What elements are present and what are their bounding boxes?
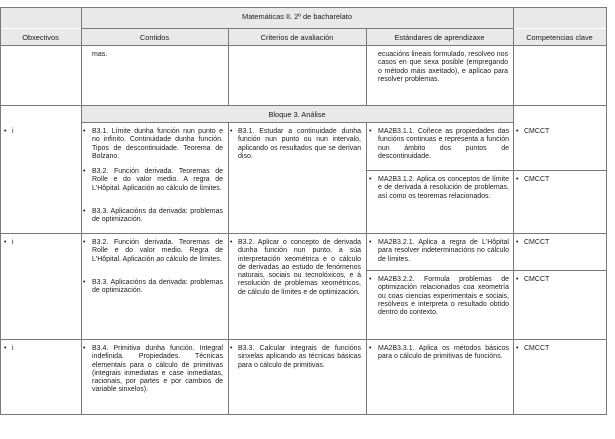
continuation-estandar: ecuacións lineais formulado, resolveo nos casos en que sexa posible (empregando o método máis axeitado), e aplícao para resolver problemas. [378, 51, 508, 83]
bullet: • [230, 345, 233, 352]
bullet: • [516, 239, 519, 246]
header-obxectivos: Obxectivos [22, 33, 59, 42]
row2-contido-2: B3.3. Aplicacións da derivada: problemas de optimización. [92, 279, 223, 295]
bullet: • [4, 239, 7, 246]
row1-contido-3: B3.3. Aplicacións da derivada: problemas de optimización. [92, 208, 223, 224]
row3-obxectivo: i [12, 345, 14, 352]
bullet: • [4, 128, 7, 135]
bullet: • [230, 239, 233, 246]
row2-obxectivo: i [12, 239, 14, 246]
row3-criterio: B3.3. Calcular integrais de funcións sinxelas aplicando as técnicas básicas para o cálculo de primitivas. [238, 345, 361, 369]
row1-estandar-1: MA2B3.1.1. Coñece as propiedades das funcións continuas e representa a función nun ámbito dos puntos de descontinuidade. [378, 128, 509, 160]
bullet: • [83, 128, 86, 135]
header-estandares: Estándares de aprendizaxe [394, 33, 485, 42]
bullet: • [369, 345, 372, 352]
bullet: • [230, 128, 233, 135]
row1-competencia-2: CMCCT [524, 176, 550, 183]
bullet: • [516, 176, 519, 183]
bullet: • [516, 128, 519, 135]
header-criterios: Criterios de avaliación [260, 33, 334, 42]
row1-contido-2: B3.2. Función derivada. Teoremas de Rolle e do valor medio. A regra de L'Hôpital. Aplicación ao cálculo de límites. [92, 168, 223, 192]
row1-contido-1: B3.1. Límite dunha función nun punto e no infinito. Continuidade dunha función. Tipos de descontinuidade. Teorema de Bolzano. [92, 128, 223, 160]
bullet: • [369, 176, 372, 183]
row3-contido-1: B3.4. Primitiva dunha función. Integral indefinida. Propiedades. Técnicas elementais para o cálculo de primitivas (integrais inmediatas e case inmediatas, racionais, por partes e por cambios de variable sinxelos). [92, 345, 223, 394]
bullet: • [369, 128, 372, 135]
row2-competencia-2: CMCCT [524, 276, 550, 283]
row3-estandar-1: MA2B3.3.1. Aplica os métodos básicos para o cálculo de primitivas de funcións. [378, 345, 509, 361]
bullet: • [369, 239, 372, 246]
row3-competencia-1: CMCCT [524, 345, 550, 352]
row1-competencia-1: CMCCT [524, 128, 550, 135]
header-contidos: Contidos [139, 33, 170, 42]
bullet: • [83, 239, 86, 246]
row2-estandar-1: MA2B3.2.1. Aplica a regra de L'Hôpital para resolver indeterminacións no cálculo de límites. [378, 239, 509, 263]
table-title: Matemáticas II. 2º de bacharelato [242, 12, 352, 21]
row1-estandar-2: MA2B3.1.2. Aplica os conceptos de límite e de derivada á resolución de problemas, así como os teoremas relacionados. [378, 176, 509, 200]
bullet: • [83, 168, 86, 175]
row1-obxectivo: i [12, 128, 14, 135]
block-title: Bloque 3. Análise [268, 110, 326, 119]
bullet: • [369, 276, 372, 283]
continuation-contidos: mas. [92, 51, 108, 58]
bullet: • [83, 208, 86, 215]
bullet: • [516, 276, 519, 283]
header-competencias: Competencias clave [526, 33, 593, 42]
bullet: • [516, 345, 519, 352]
bullet: • [83, 345, 86, 352]
bullet: • [4, 345, 7, 352]
row1-criterio: B3.1. Estudar a continuidade dunha función nun punto ou nun intervalo, aplicando os resultados que se derivan diso. [238, 128, 361, 160]
row2-contido-1: B3.2. Función derivada. Teoremas de Rolle e do valor medio. Regra de L'Hôpital. Aplicación ao cálculo de límites. [92, 239, 223, 263]
row2-competencia-1: CMCCT [524, 239, 550, 246]
bullet: • [83, 279, 86, 286]
row2-criterio: B3.2. Aplicar o concepto de derivada dunha función nun punto, a súa interpretación xeométrica e o cálculo de derivadas ao estudo de fenómenos naturais, sociais ou tecnolóxicos, e á resolución de problemas xeométricos, de cálculo de límites e de optimización. [238, 239, 361, 296]
row2-estandar-2: MA2B3.2.2. Formula problemas de optimización relacionados coa xeometría ou coas ciencias experimentais e sociais, resólveos e interpreta o resultado obtido dentro do contexto. [378, 276, 509, 317]
